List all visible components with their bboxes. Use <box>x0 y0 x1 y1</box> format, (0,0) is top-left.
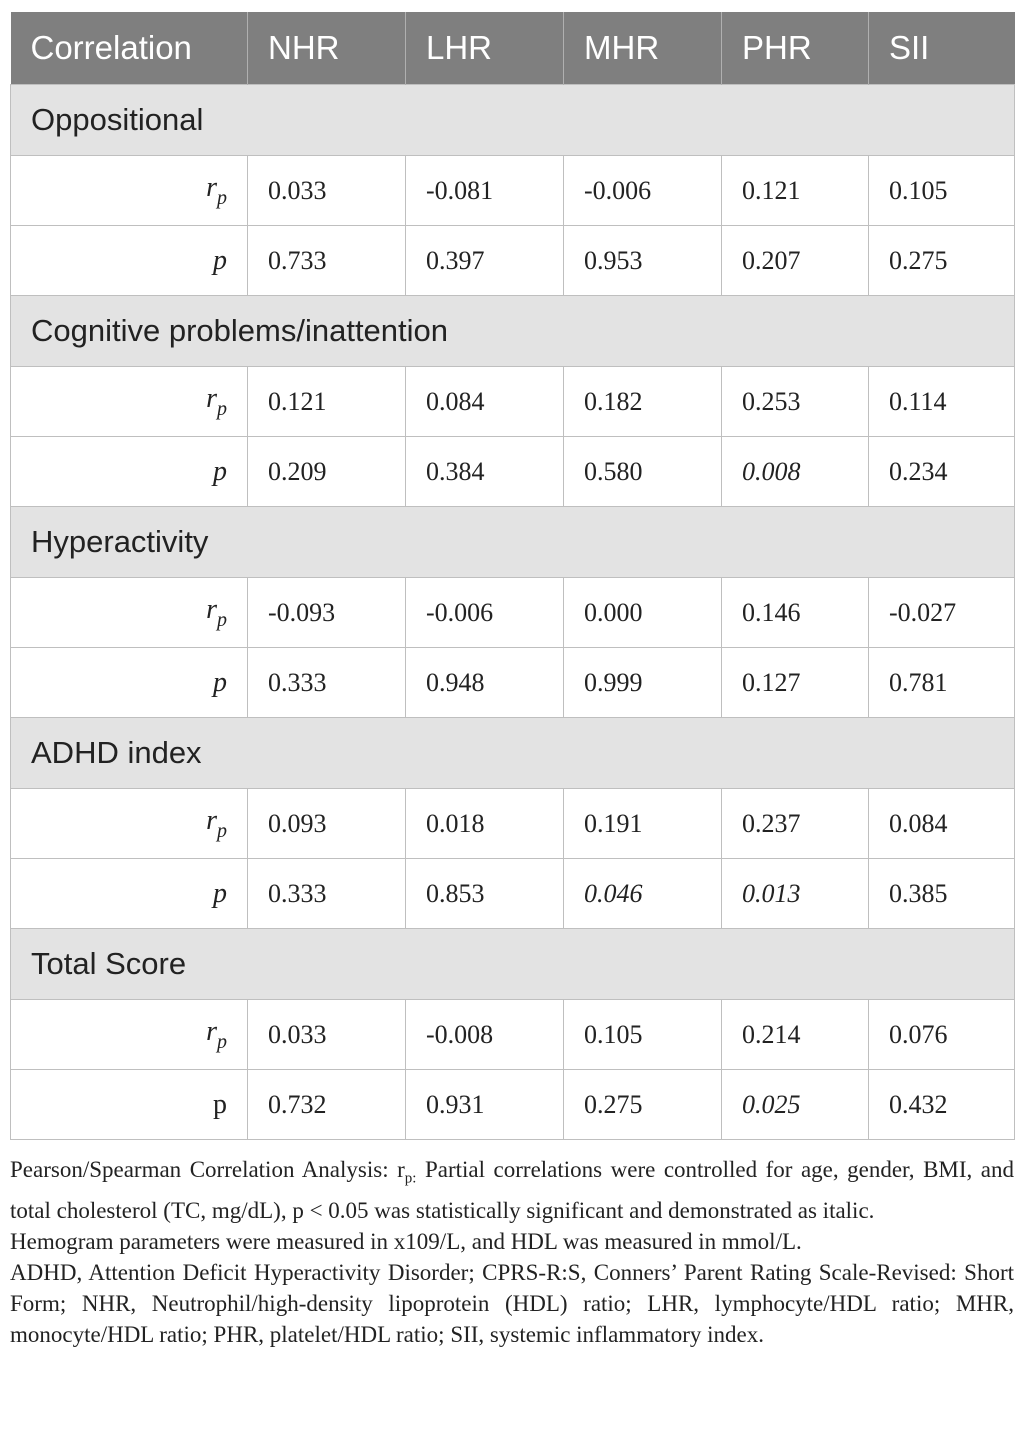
p-value-significant: 0.013 <box>722 859 869 929</box>
group-label: Total Score <box>11 929 1015 1000</box>
rp-row <box>11 367 1015 437</box>
rp-value: -0.081 <box>406 156 564 226</box>
rp-value: 0.182 <box>564 367 722 437</box>
p-value: 0.948 <box>406 648 564 718</box>
p-value: 0.781 <box>869 648 1015 718</box>
p-label: p <box>11 226 248 296</box>
p-value: 0.853 <box>406 859 564 929</box>
p-value: 0.207 <box>722 226 869 296</box>
p-value: 0.385 <box>869 859 1015 929</box>
p-value: 0.732 <box>248 1070 406 1140</box>
rp-value: 0.105 <box>564 1000 722 1070</box>
rp-label: $r_p$ <box>11 156 248 226</box>
rp-value: 0.033 <box>248 1000 406 1070</box>
rp-value: 0.114 <box>869 367 1015 437</box>
rp-value: 0.146 <box>722 578 869 648</box>
p-value: 0.580 <box>564 437 722 507</box>
p-row <box>11 226 1015 296</box>
rp-value: -0.093 <box>248 578 406 648</box>
group-label: ADHD index <box>11 718 1015 789</box>
header-mhr: MHR <box>564 12 722 85</box>
p-value: 0.275 <box>869 226 1015 296</box>
group-label: Hyperactivity <box>11 507 1015 578</box>
rp-row <box>11 1000 1015 1070</box>
rp-value: 0.084 <box>869 789 1015 859</box>
rp-value: 0.214 <box>722 1000 869 1070</box>
group-label: Oppositional <box>11 85 1015 156</box>
rp-value: 0.084 <box>406 367 564 437</box>
rp-value: 0.191 <box>564 789 722 859</box>
p-label: p <box>11 437 248 507</box>
rp-row <box>11 578 1015 648</box>
p-value: 0.234 <box>869 437 1015 507</box>
header-phr: PHR <box>722 12 869 85</box>
p-value-significant: 0.046 <box>564 859 722 929</box>
header-correlation: Correlation <box>11 12 248 85</box>
group-row <box>11 85 1015 156</box>
rp-value: -0.006 <box>406 578 564 648</box>
rp-value: 0.105 <box>869 156 1015 226</box>
rp-row <box>11 789 1015 859</box>
rp-value: -0.006 <box>564 156 722 226</box>
group-row <box>11 507 1015 578</box>
correlation-table-figure <box>10 12 1014 1350</box>
rp-label: $r_p$ <box>11 578 248 648</box>
group-row <box>11 296 1015 367</box>
rp-value: 0.121 <box>248 367 406 437</box>
p-value: 0.931 <box>406 1070 564 1140</box>
rp-value: 0.033 <box>248 156 406 226</box>
table-footnotes <box>10 1154 1014 1350</box>
p-row <box>11 859 1015 929</box>
rp-value: 0.076 <box>869 1000 1015 1070</box>
p-value: 0.397 <box>406 226 564 296</box>
group-label: Cognitive problems/inattention <box>11 296 1015 367</box>
rp-label: $r_p$ <box>11 367 248 437</box>
p-value: 0.733 <box>248 226 406 296</box>
rp-value: 0.121 <box>722 156 869 226</box>
p-value: 0.209 <box>248 437 406 507</box>
p-value: 0.953 <box>564 226 722 296</box>
rp-value: -0.027 <box>869 578 1015 648</box>
p-row <box>11 648 1015 718</box>
rp-value: 0.000 <box>564 578 722 648</box>
p-row <box>11 437 1015 507</box>
p-label: p <box>11 648 248 718</box>
group-row <box>11 718 1015 789</box>
footnote-units: Hemogram parameters were measured in x109/L, and HDL was measured in mmol/L. <box>10 1228 802 1254</box>
header-nhr: NHR <box>248 12 406 85</box>
rp-value: 0.237 <box>722 789 869 859</box>
p-value: 0.432 <box>869 1070 1015 1140</box>
rp-value: 0.253 <box>722 367 869 437</box>
p-value: 0.127 <box>722 648 869 718</box>
header-sii: SII <box>869 12 1015 85</box>
p-value: 0.333 <box>248 648 406 718</box>
rp-label: $r_p$ <box>11 1000 248 1070</box>
p-label: p <box>11 859 248 929</box>
header-lhr: LHR <box>406 12 564 85</box>
p-label: p <box>11 1070 248 1140</box>
p-value: 0.999 <box>564 648 722 718</box>
header-row <box>11 12 1015 85</box>
p-value-significant: 0.025 <box>722 1070 869 1140</box>
p-value-significant: 0.008 <box>722 437 869 507</box>
rp-row <box>11 156 1015 226</box>
rp-value: 0.093 <box>248 789 406 859</box>
correlation-table <box>10 12 1015 1140</box>
rp-value: 0.018 <box>406 789 564 859</box>
footnote-correlation-method: Pearson/Spearman Correlation Analysis: $r_{p:}$ Partial correlations were controlled for age, gender, BMI, and total cholesterol (TC, mg/dL), p < 0.05 was statistically significant and demonstrated as italic. <box>10 1157 1014 1223</box>
p-row <box>11 1070 1015 1140</box>
group-row <box>11 929 1015 1000</box>
footnote-abbreviations: ADHD, Attention Deficit Hyperactivity Disorder; CPRS-R:S, Conners’ Parent Rating Scale-Revised: Short Form; NHR, Neutrophil/high-density lipoprotein (HDL) ratio; LHR, lymphocyte/HDL ratio; MHR, monocyte/HDL ratio; PHR, platelet/HDL ratio; SII, systemic inflammatory index. <box>10 1259 1014 1347</box>
rp-value: -0.008 <box>406 1000 564 1070</box>
rp-label: $r_p$ <box>11 789 248 859</box>
p-value: 0.384 <box>406 437 564 507</box>
p-value: 0.333 <box>248 859 406 929</box>
p-value: 0.275 <box>564 1070 722 1140</box>
